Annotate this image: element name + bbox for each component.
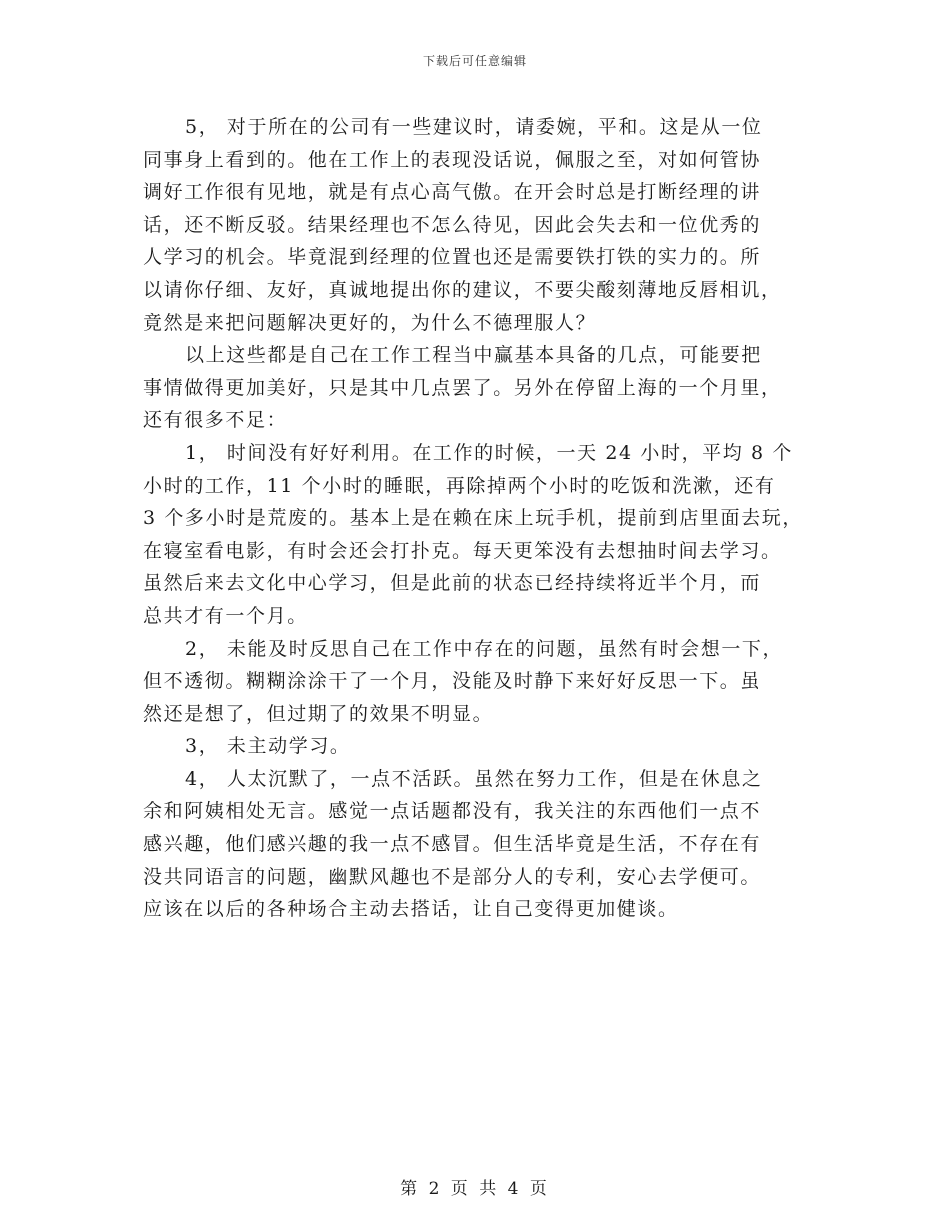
text-line: 以请你仔细、友好，真诚地提出你的建议，不要尖酸刻薄地反唇相讥，	[143, 278, 782, 301]
text-line: 应该在以后的各种场合主动去搭话，让自己变得更加健谈。	[143, 898, 679, 921]
text-line: 总共才有一个月。	[143, 604, 308, 627]
page-number: 第 2 页 共 4 页	[400, 1179, 550, 1199]
text-line: 同事身上看到的。他在工作上的表现没话说，佩服之至，对如何管协	[143, 148, 762, 171]
text-line: 还有很多不足：	[143, 409, 288, 432]
text-line: 感兴趣，他们感兴趣的我一点不感冒。但生活毕竟是生活，不存在有	[143, 833, 762, 856]
text-line: 4， 人太沉默了，一点不活跃。虽然在努力工作，但是在休息之	[185, 767, 763, 790]
text-line: 人学习的机会。毕竟混到经理的位置也还是需要铁打铁的实力的。所	[143, 246, 762, 269]
page-header: 下载后可任意编辑	[422, 54, 527, 68]
text-line: 5， 对于所在的公司有一些建议时，请委婉，平和。这是从一位	[185, 116, 763, 138]
text-line: 1， 时间没有好好利用。在工作的时候，一天 24 小时，平均 8 个	[185, 441, 793, 464]
text-line: 然还是想了，但过期了的效果不明显。	[143, 702, 494, 725]
text-line: 3 个多小时是荒废的。基本上是在赖在床上玩手机，提前到店里面去玩，	[143, 507, 803, 530]
text-line: 竟然是来把问题解决更好的，为什么不德理服人？	[143, 311, 597, 334]
text-line: 2， 未能及时反思自己在工作中存在的问题，虽然有时会想一下，	[185, 637, 784, 660]
text-line: 调好工作很有见地，就是有点心高气傲。在开会时总是打断经理的讲	[143, 181, 762, 204]
text-line: 事情做得更加美好，只是其中几点罢了。另外在停留上海的一个月里，	[143, 376, 782, 399]
text-line: 话，还不断反驳。结果经理也不怎么待见，因此会失去和一位优秀的	[143, 213, 762, 236]
text-line: 余和阿姨相处无言。感觉一点话题都没有，我关注的东西他们一点不	[143, 800, 762, 823]
text-line: 虽然后来去文化中心学习，但是此前的状态已经持续将近半个月，而	[143, 572, 762, 595]
text-line: 没共同语言的问题，幽默风趣也不是部分人的专利，安心去学便可。	[143, 865, 762, 888]
text-line: 在寝室看电影，有时会还会打扑克。每天更笨没有去想抽时间去学习。	[143, 539, 782, 562]
document-body	[143, 111, 811, 926]
text-line: 小时的工作，11 个小时的睡眠，再除掉两个小时的吃饭和洗漱，还有	[143, 474, 776, 497]
text-line: 以上这些都是自己在工作工程当中赢基本具备的几点，可能要把	[185, 344, 762, 367]
text-line: 但不透彻。糊糊涂涂干了一个月，没能及时静下来好好反思一下。虽	[143, 670, 762, 693]
text-line: 3， 未主动学习。	[185, 735, 351, 758]
